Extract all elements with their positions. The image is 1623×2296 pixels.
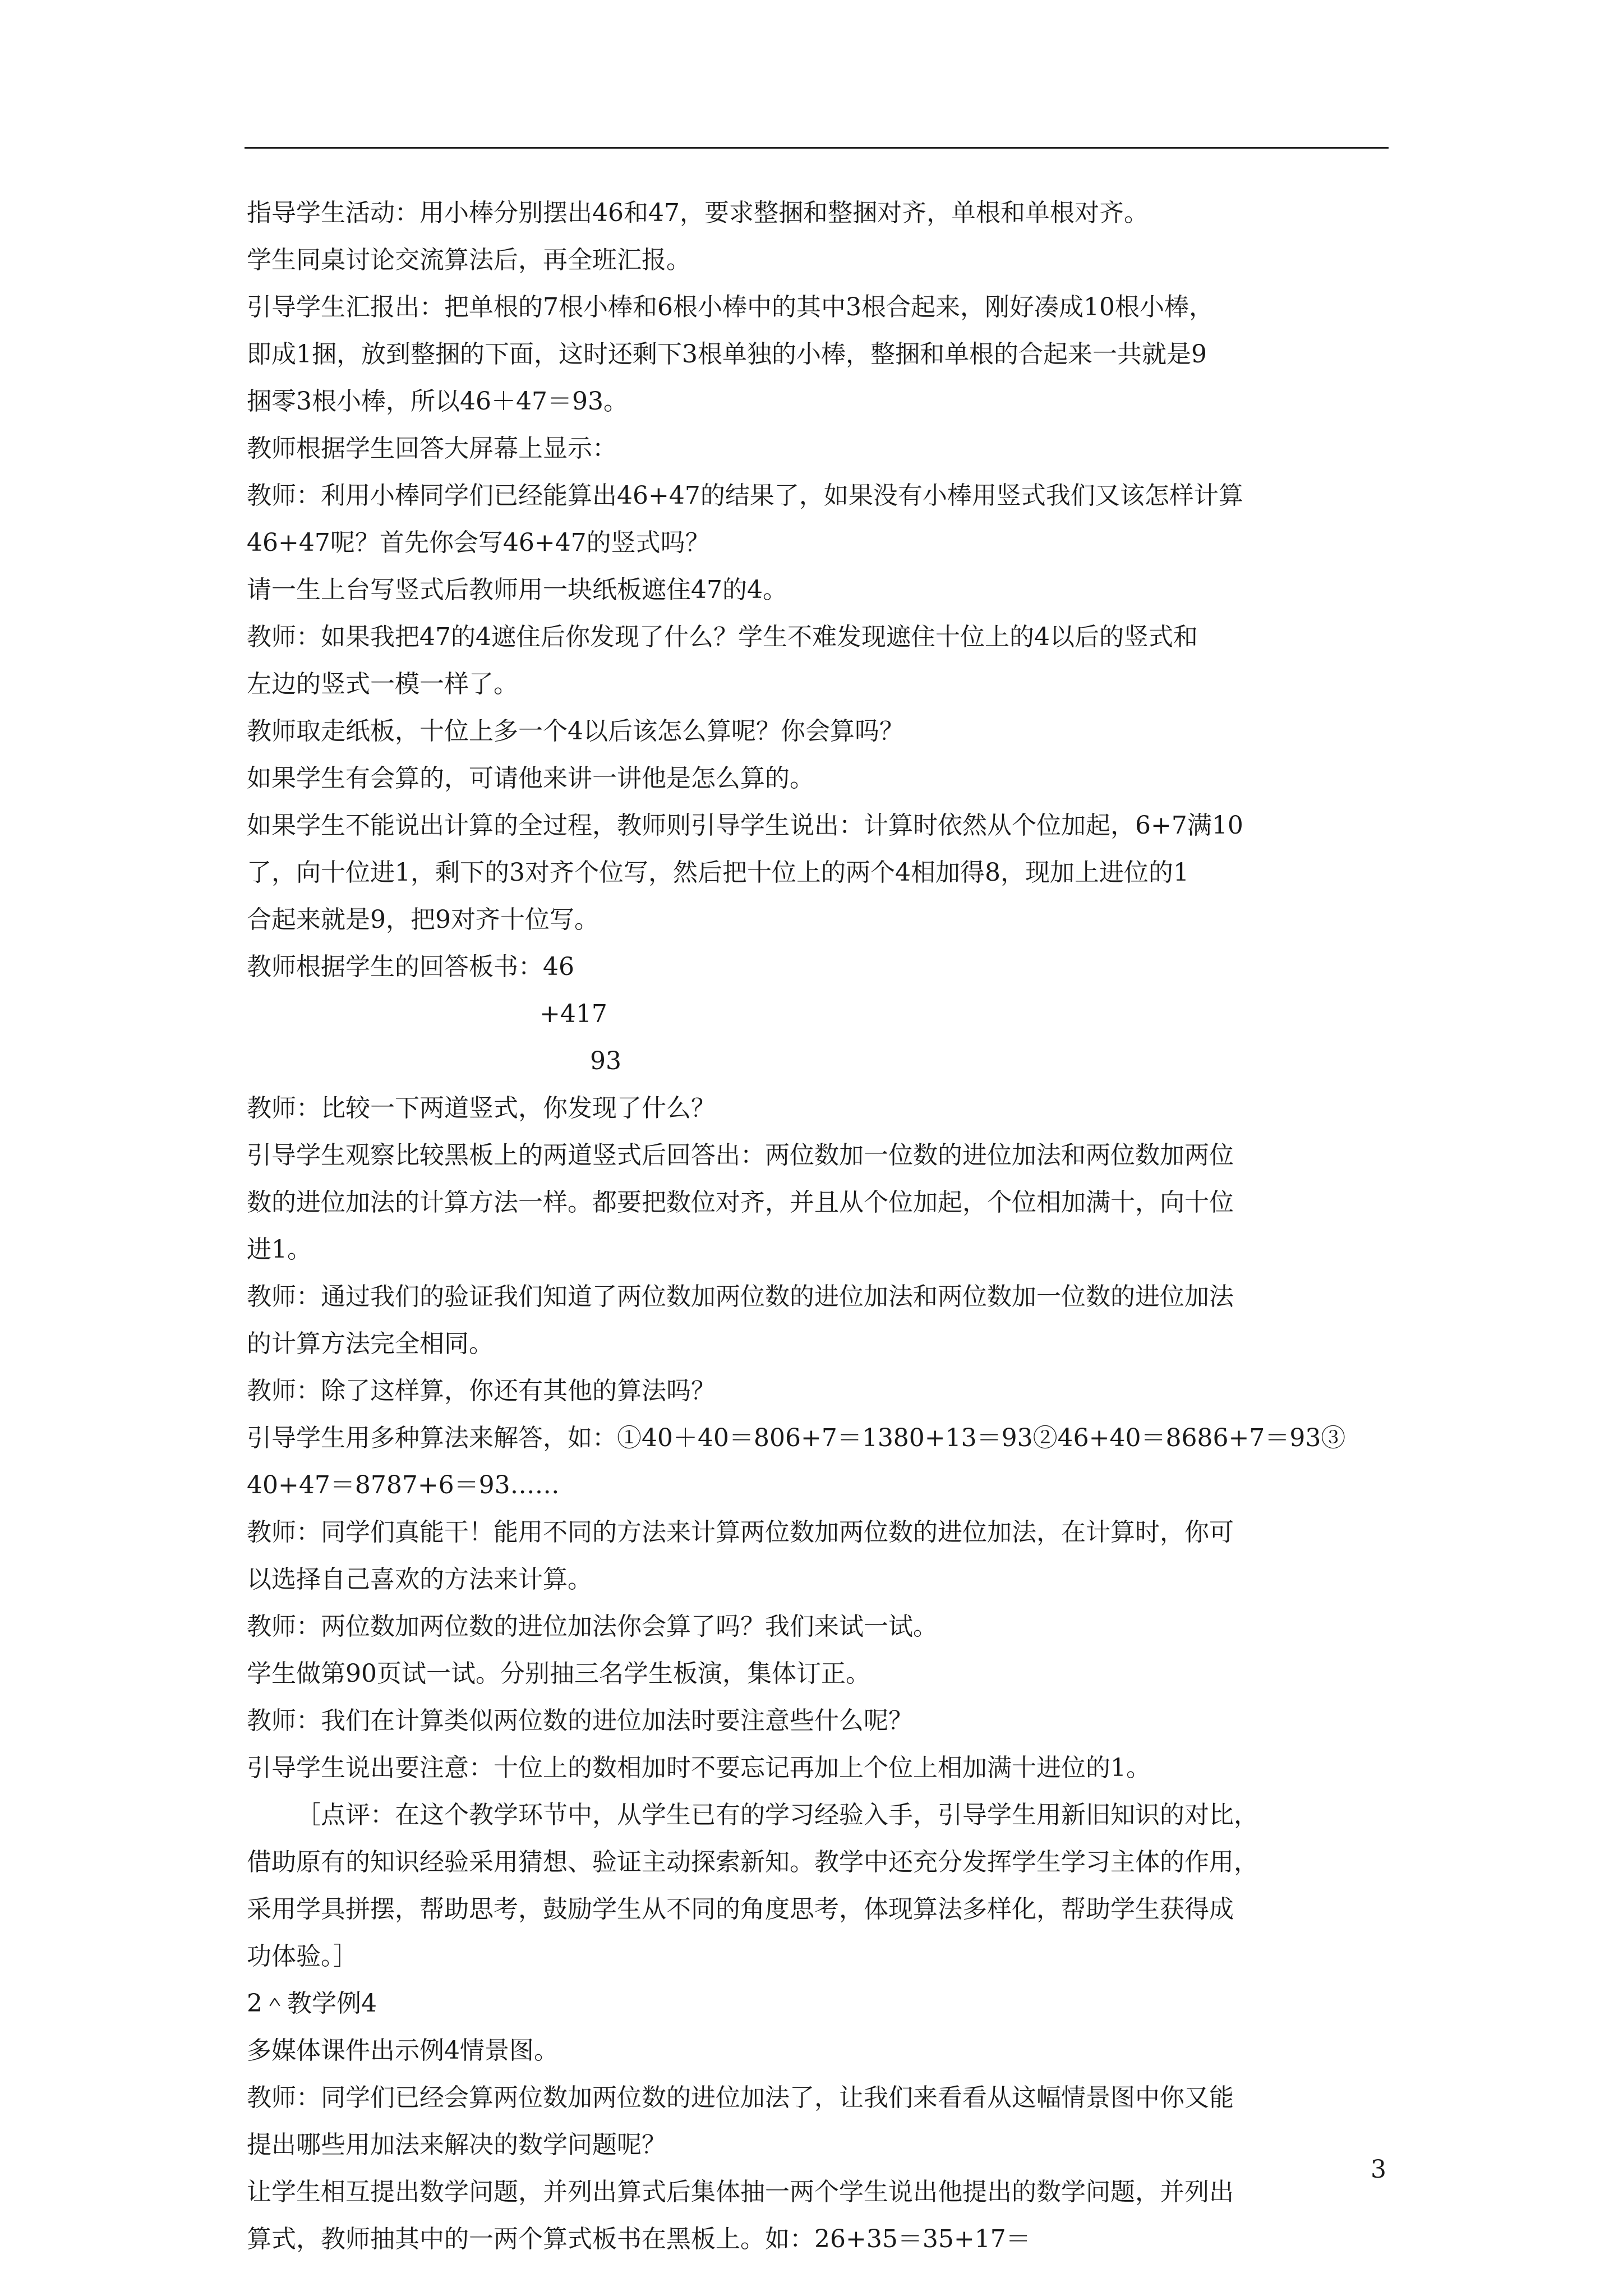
text-line: 引导学生观察比较黑板上的两道竖式后回答出：两位数加一位数的进位加法和两位数加两位 (247, 1141, 1234, 1170)
text-line: 引导学生用多种算法来解答，如：①40＋40＝806+7＝1380+13＝93②46+40＝8686+7＝93③ (247, 1424, 1346, 1452)
vertical-calc-line-2: +417 (540, 1000, 607, 1028)
text-line: 进1。 (247, 1235, 312, 1264)
text-line: 的计算方法完全相同。 (247, 1329, 494, 1358)
text-line: 40+47＝8787+6＝93…… (247, 1471, 560, 1499)
section-heading: 2＾教学例4 (247, 1989, 377, 2018)
text-line: 算式，教师抽其中的一两个算式板书在黑板上。如：26+35＝35+17＝ (247, 2225, 1031, 2253)
text-line: 左边的竖式一模一样了。 (247, 670, 518, 698)
text-line: 提出哪些用加法来解决的数学问题呢？ (247, 2131, 666, 2159)
text-line: 指导学生活动：用小棒分别摆出46和47，要求整捆和整捆对齐，单根和单根对齐。 (247, 199, 1149, 227)
text-line: 引导学生汇报出：把单根的7根小棒和6根小棒中的其中3根合起来，刚好凑成10根小棒， (247, 293, 1214, 321)
text-line: 46+47呢？首先你会写46+47的竖式吗？ (247, 528, 710, 557)
vertical-calc-result: 93 (590, 1047, 621, 1075)
text-line: 教师：我们在计算类似两位数的进位加法时要注意些什么呢？ (247, 1706, 913, 1735)
page-number: 3 (1371, 2155, 1386, 2184)
text-line: 教师：同学们真能干！能用不同的方法来计算两位数加两位数的进位加法，在计算时，你可 (247, 1518, 1234, 1547)
text-line: 如果学生不能说出计算的全过程，教师则引导学生说出：计算时依然从个位加起，6+7满10 (247, 811, 1243, 840)
text-line: 数的进位加法的计算方法一样。都要把数位对齐，并且从个位加起，个位相加满十，向十位 (247, 1188, 1234, 1217)
text-line: 教师：如果我把47的4遮住后你发现了什么？学生不难发现遮住十位上的4以后的竖式和 (247, 623, 1198, 651)
text-line: 引导学生说出要注意：十位上的数相加时不要忘记再加上个位上相加满十进位的1。 (247, 1754, 1151, 1782)
text-line: 让学生相互提出数学问题，并列出算式后集体抽一两个学生说出他提出的数学问题，并列出 (247, 2178, 1234, 2206)
text-line: 教师：比较一下两道竖式，你发现了什么？ (247, 1094, 716, 1122)
text-line: 教师：同学们已经会算两位数加两位数的进位加法了，让我们来看看从这幅情景图中你又能 (247, 2083, 1234, 2112)
text-line: 请一生上台写竖式后教师用一块纸板遮住47的4。 (247, 576, 787, 604)
text-line: 即成1捆，放到整捆的下面，这时还剩下3根单独的小棒，整捆和单根的合起来一共就是9 (247, 340, 1207, 369)
review-line: 功体验。］ (247, 1942, 358, 1971)
text-line: 教师取走纸板，十位上多一个4以后该怎么算呢？你会算吗？ (247, 717, 904, 746)
review-line: 借助原有的知识经验采用猜想、验证主动探索新知。教学中还充分发挥学生学习主体的作用， (247, 1848, 1258, 1876)
header-rule (245, 147, 1389, 149)
text-line: 教师：两位数加两位数的进位加法你会算了吗？我们来试一试。 (247, 1612, 938, 1641)
text-line: 学生做第90页试一试。分别抽三名学生板演，集体订正。 (247, 1659, 870, 1688)
text-line: 合起来就是9，把9对齐十位写。 (247, 905, 599, 934)
text-line: 以选择自己喜欢的方法来计算。 (247, 1565, 592, 1594)
text-line: 教师：利用小棒同学们已经能算出46+47的结果了，如果没有小棒用竖式我们又该怎样计算 (247, 481, 1243, 510)
text-line: 如果学生有会算的，可请他来讲一讲他是怎么算的。 (247, 764, 814, 793)
text-line: 教师：除了这样算，你还有其他的算法吗？ (247, 1377, 716, 1405)
text-line: 多媒体课件出示例4情景图。 (247, 2036, 559, 2065)
vertical-calc-line-1: 教师根据学生的回答板书：46 (247, 953, 574, 981)
text-line: 捆零3根小棒，所以46＋47＝93。 (247, 387, 628, 416)
document-body (247, 190, 1396, 2263)
text-line: 学生同桌讨论交流算法后，再全班汇报。 (247, 246, 691, 274)
review-line: 采用学具拼摆，帮助思考，鼓励学生从不同的角度思考，体现算法多样化，帮助学生获得成 (247, 1895, 1234, 1924)
text-line: 教师：通过我们的验证我们知道了两位数加两位数的进位加法和两位数加一位数的进位加法 (247, 1282, 1234, 1311)
text-line: 教师根据学生回答大屏幕上显示： (247, 434, 617, 463)
text-line: 了，向十位进1，剩下的3对齐个位写，然后把十位上的两个4相加得8，现加上进位的1 (247, 858, 1189, 887)
review-line: ［点评：在这个教学环节中，从学生已有的学习经验入手，引导学生用新旧知识的对比， (296, 1801, 1258, 1829)
